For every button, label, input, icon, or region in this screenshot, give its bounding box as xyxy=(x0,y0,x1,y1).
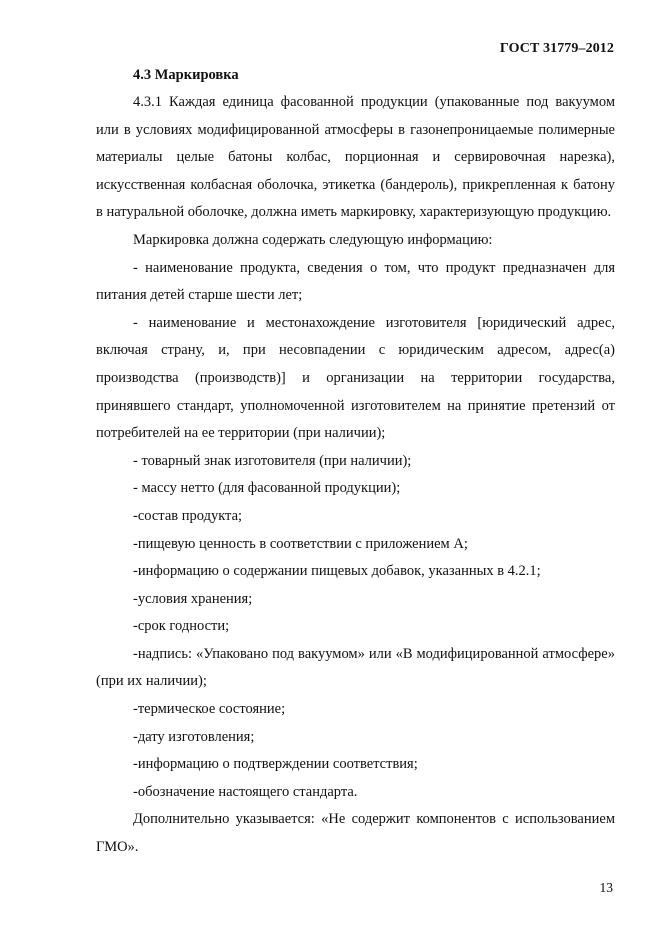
closing-paragraph: Дополнительно указывается: «Не содержит компонентов с использованием ГМО». xyxy=(96,811,615,856)
list-item: - наименование и местонахождение изготовителя [юридический адрес, включая страну, и, при несовпадении с юридическим адресом, адрес(а) производства (производств)] и организации на территории государства, принявшего стандарт, уполномоченной изготовителем на принятие претензий от потребителей на ее территории (при наличии); xyxy=(96,314,615,442)
intro-paragraph: 4.3.1 Каждая единица фасованной продукции (упакованные под вакуумом или в условиях модифицированной атмосферы в газонепроницаемые полимерные материалы целые батоны колбас, порционная и сервировочная нарезка), искусственная колбасная оболочка, этикетка (бандероль), прикрепленная к батону в натуральной оболочке, должна иметь маркировку, характеризующую продукцию. xyxy=(96,94,615,221)
list-item: -информацию о содержании пищевых добавок, указанных в 4.2.1; xyxy=(133,563,541,580)
section-title: 4.3 Маркировка xyxy=(133,67,239,83)
list-item: -срок годности; xyxy=(133,618,230,635)
list-item: -условия хранения; xyxy=(133,590,253,607)
list-item: -информацию о подтверждении соответствия; xyxy=(133,756,418,773)
document-body xyxy=(96,62,615,862)
list-item: - товарный знак изготовителя (при наличии); xyxy=(133,452,412,469)
list-item: - массу нетто (для фасованной продукции); xyxy=(133,480,401,497)
list-item: -термическое состояние; xyxy=(133,701,286,718)
document-header: ГОСТ 31779–2012 xyxy=(499,41,614,56)
list-item: - наименование продукта, сведения о том, что продукт предназначен для питания детей старше шести лет; xyxy=(96,259,615,304)
list-item: -пищевую ценность в соответствии с приложением А; xyxy=(133,535,468,552)
list-item: -обозначение настоящего стандарта. xyxy=(133,783,358,800)
list-item: -надпись: «Упаковано под вакуумом» или «В модифицированной атмосфере» (при их наличии); xyxy=(96,645,615,690)
page-number: 13 xyxy=(599,880,613,895)
list-item: -состав продукта; xyxy=(133,507,243,524)
list-item: -дату изготовления; xyxy=(133,728,255,745)
lead-paragraph: Маркировка должна содержать следующую информацию: xyxy=(133,231,493,248)
